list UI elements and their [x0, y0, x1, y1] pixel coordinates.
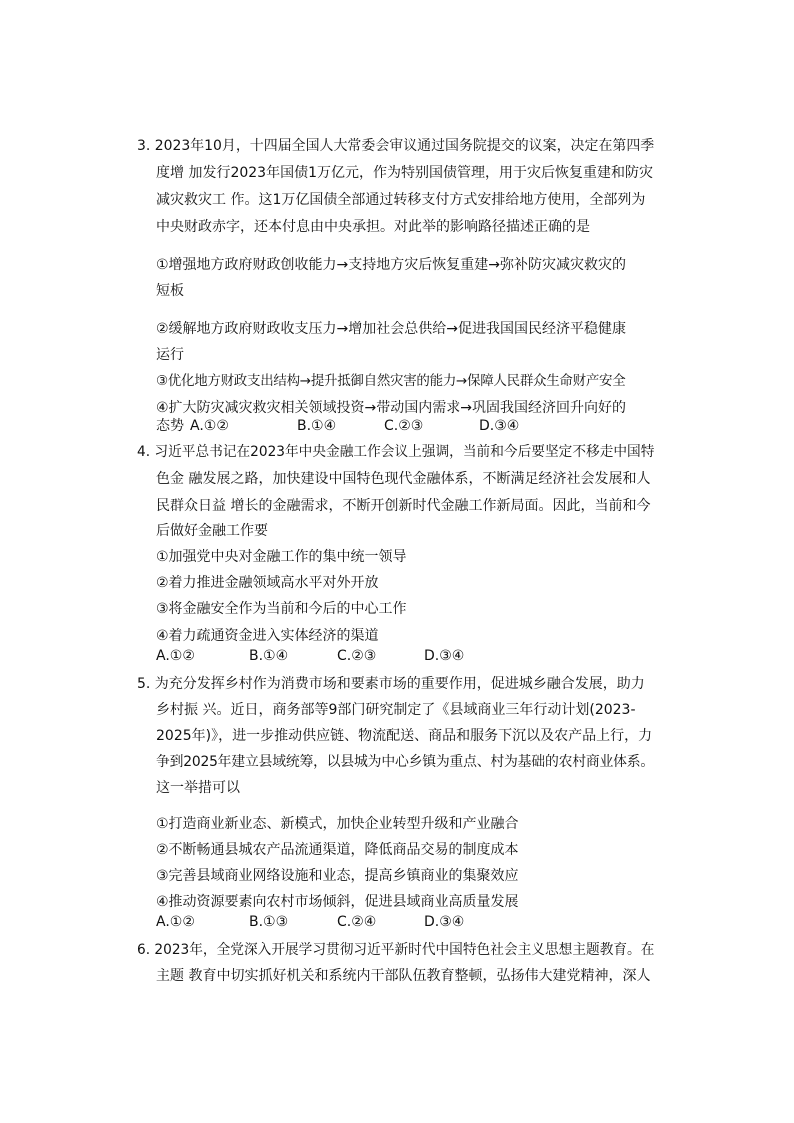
q3-item-1: ①增强地方政府财政创收能力→支持地方灾后恢复重建→弥补防灾减灾救灾的 — [156, 257, 627, 273]
q3-item-3: ③优化地方财政支出结构→提升抵御自然灾害的能力→保障人民群众生命财产安全 — [156, 373, 626, 389]
q4-item-3: ③将金融安全作为当前和今后的中心工作 — [156, 601, 407, 617]
q4-stem-line: 色金 融发展之路，加快建设中国特色现代金融体系，不断满足经济社会发展和人 — [156, 471, 651, 487]
q3-item-4: ④扩大防灾减灾救灾相关领域投资→带动国内需求→巩固我国经济回升向好的 — [156, 400, 627, 416]
q4-option-a[interactable]: A.①② — [156, 648, 195, 664]
q5-option-d[interactable]: D.③④ — [424, 914, 465, 930]
q3-item-2: ②缓解地方政府财政收支压力→增加社会总供给→促进我国国民经济平稳健康 — [156, 321, 627, 337]
q5-stem-line: 5. 为充分发挥乡村作为消费市场和要素市场的重要作用，促进城乡融合发展，助力 — [137, 676, 645, 692]
q5-option-c[interactable]: C.②④ — [337, 914, 377, 930]
q4-option-d[interactable]: D.③④ — [424, 648, 465, 664]
q3-option-a[interactable]: A.①② — [190, 418, 229, 434]
q4-stem-line: 4. 习近平总书记在2023年中央金融工作会议上强调，当前和今后要坚定不移走中国特 — [137, 444, 655, 460]
q3-option-b[interactable]: B.①④ — [297, 418, 337, 434]
q4-stem-line: 后做好金融工作要 — [156, 523, 268, 539]
q3-item-4-cont: 态势 — [156, 418, 184, 434]
q3-option-d[interactable]: D.③④ — [479, 418, 520, 434]
q5-item-2: ②不断畅通县城农产品流通渠道，降低商品交易的制度成本 — [156, 842, 519, 858]
q6-stem-line: 6. 2023年，全党深入开展学习贯彻习近平新时代中国特色社会主义思想主题教育。在 — [137, 942, 655, 958]
q3-stem-line: 中央财政赤字，还本付息由中央承担。对此举的影响路径描述正确的是 — [156, 219, 590, 235]
q4-item-2: ②着力推进金融领域高水平对外开放 — [156, 575, 379, 591]
q5-item-1: ①打造商业新业态、新模式，加快企业转型升级和产业融合 — [156, 816, 519, 832]
q4-item-1: ①加强党中央对金融工作的集中统一领导 — [156, 549, 407, 565]
q3-option-c[interactable]: C.②③ — [384, 418, 424, 434]
q4-option-b[interactable]: B.①④ — [249, 648, 289, 664]
q4-option-c[interactable]: C.②③ — [337, 648, 377, 664]
q5-stem-line: 这一举措可以 — [156, 780, 240, 796]
q3-stem-line: 3. 2023年10月，十四届全国人大常委会审议通过国务院提交的议案，决定在第四季 — [137, 138, 655, 154]
q4-stem-line: 民群众日益 增长的金融需求，不断开创新时代金融工作新局面。因此，当前和今 — [156, 498, 651, 514]
q3-stem-line: 度增 加发行2023年国债1万亿元，作为特别国债管理，用于灾后恢复重建和防灾 — [156, 165, 653, 181]
q5-option-b[interactable]: B.①③ — [249, 914, 289, 930]
q3-item-2-cont: 运行 — [156, 347, 184, 363]
q5-stem-line: 乡村振 兴。近日，商务部等9部门研究制定了《县域商业三年行动计划(2023- — [156, 702, 636, 718]
q3-item-1-cont: 短板 — [156, 283, 184, 299]
q5-item-3: ③完善县域商业网络设施和业态，提高乡镇商业的集聚效应 — [156, 868, 519, 884]
q4-item-4: ④着力疏通资金进入实体经济的渠道 — [156, 628, 379, 644]
q5-stem-line: 争到2025年建立县域统筹，以县城为中心乡镇为重点、村为基础的农村商业体系。 — [156, 754, 655, 770]
q3-stem-line: 减灾救灾工 作。这1万亿国债全部通过转移支付方式安排给地方使用，全部列为 — [156, 192, 646, 208]
q6-stem-line: 主题 教育中切实抓好机关和系统内干部队伍教育整顿，弘扬伟大建党精神，深人 — [156, 968, 651, 984]
q5-stem-line: 2025年)》，进一步推动供应链、物流配送、商品和服务下沉以及农产品上行，力 — [156, 728, 653, 744]
q5-option-a[interactable]: A.①② — [156, 914, 195, 930]
q5-item-4: ④推动资源要素向农村市场倾斜，促进县域商业高质量发展 — [156, 894, 519, 910]
